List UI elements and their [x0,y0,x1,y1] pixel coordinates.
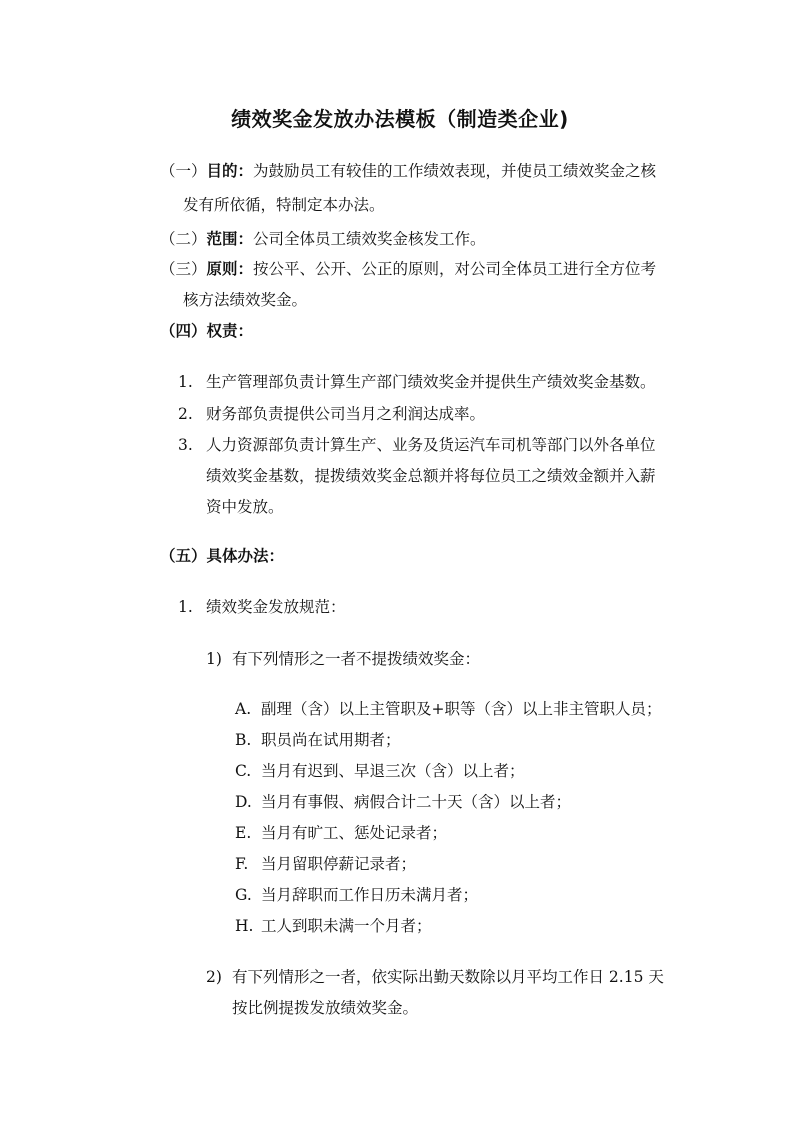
section-heading: 范围 [206,230,238,248]
section-text: 按公平、公开、公正的原则，对公司全体员工进行全方位考 [253,260,657,278]
section-marker: （五） [160,547,207,565]
section-marker: （二） [160,230,207,248]
list-item-continued: 资中发放。 [206,498,284,516]
section-text-continued: 核方法绩效奖金。 [183,291,308,309]
sub-item: 1) 有下列情形之一者不提拨绩效奖金： [206,650,481,668]
section-text: 公司全体员工绩效奖金核发工作。 [253,230,486,248]
section-scope: （二）范围：公司全体员工绩效奖金核发工作。 [160,230,486,248]
list-item: 3. 人力资源部负责计算生产、业务及货运汽车司机等部门以外各单位 [178,436,656,454]
lettered-item: G. 当月辞职而工作日历未满月者； [235,886,479,904]
section-principle: （三）原则：按公平、公开、公正的原则，对公司全体员工进行全方位考 [160,260,657,278]
lettered-item: B. 职员尚在试用期者； [235,731,401,749]
section-text: 为鼓励员工有较佳的工作绩效表现，并使员工绩效奖金之核 [253,162,657,180]
sub-item: 2) 有下列情形之一者，依实际出勤天数除以月平均工作日 2.15 天 [206,968,664,986]
section-heading: 具体办法： [206,547,285,565]
lettered-item: C. 当月有迟到、早退三次（含）以上者； [235,762,525,780]
section-method [160,545,284,567]
list-item: 2. 财务部负责提供公司当月之利润达成率。 [178,405,486,423]
section-text-continued: 发有所依循，特制定本办法。 [183,196,385,214]
lettered-item: H. 工人到职未满一个月者； [235,917,432,935]
document-title: 绩效奖金发放办法模板（制造类企业) [231,107,569,131]
section-marker: （四） [160,322,207,340]
section-heading: 原则 [206,260,238,278]
list-item-continued: 绩效奖金基数，提拨绩效奖金总额并将每位员工之绩效金额并入薪 [206,467,656,485]
section-marker: （一） [160,162,207,180]
lettered-item: F. 当月留职停薪记录者； [235,855,417,873]
section-marker: （三） [160,260,207,278]
section-heading: 权责： [206,322,254,340]
section-purpose: （一）目的：为鼓励员工有较佳的工作绩效表现，并使员工绩效奖金之核 [160,162,657,180]
section-responsibility [160,320,253,342]
list-item: 1. 绩效奖金发放规范： [178,598,346,616]
list-item: 1. 生产管理部负责计算生产部门绩效奖金并提供生产绩效奖金基数。 [178,373,656,391]
sub-item-continued: 按比例提拨发放绩效奖金。 [232,999,419,1017]
lettered-item: E. 当月有旷工、惩处记录者； [235,824,448,842]
lettered-item: A. 副理（含）以上主管职及+职等（含）以上非主管职人员； [235,700,662,718]
lettered-item: D. 当月有事假、病假合计二十天（含）以上者； [235,793,572,811]
section-heading: 目的 [206,162,238,180]
